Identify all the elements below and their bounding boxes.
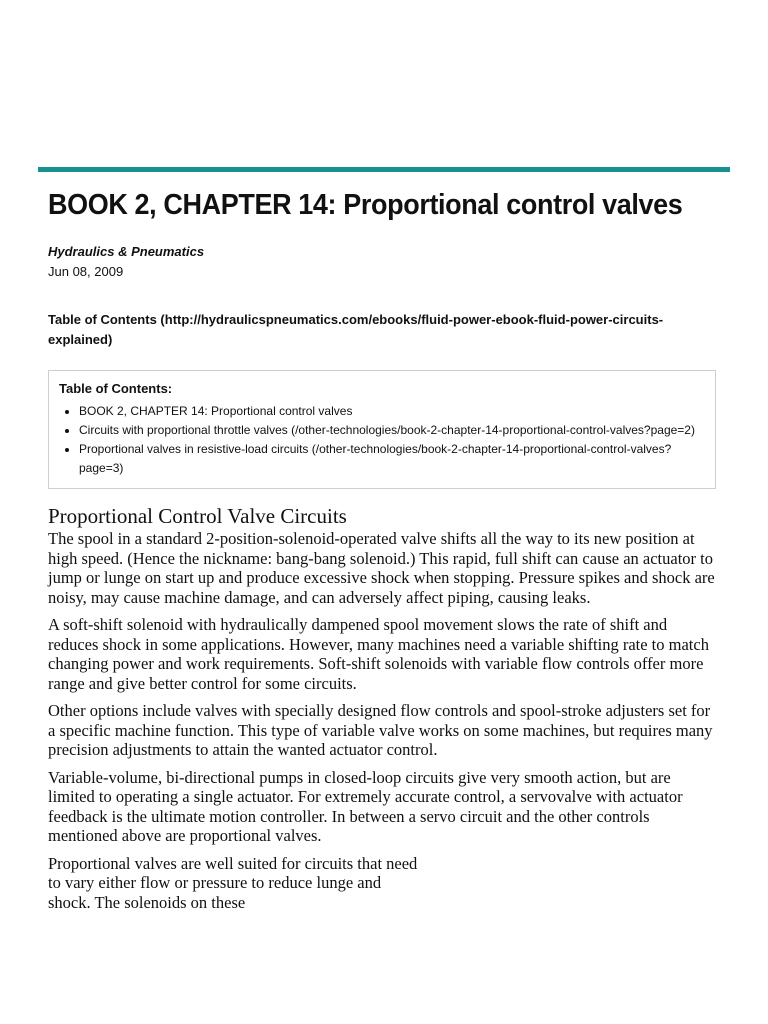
body-paragraph: Proportional valves are well suited for circuits that need to vary either flow or pressure to reduce lunge and shock. The solenoids on these [48,853,418,912]
body-paragraph: Other options include valves with specially designed flow controls and spool-stroke adjusters set for a specific machine function. This type of variable valve works on some machines, but requires many precision adjustments to attain the wanted actuator control. [48,701,713,759]
table-of-contents-box [48,370,716,489]
body-paragraph: The spool in a standard 2-position-solenoid-operated valve shifts all the way to its new position at high speed. (Hence the nickname: bang-bang solenoid.) This rapid, full shift can cause an actuator to jump or lunge on start up and produce excessive shock when stopping. Pressure spikes and shock are noisy, may cause machine damage, and can adversely affect piping, causing leaks. [48,529,715,607]
article [48,184,720,920]
article-title: BOOK 2, CHAPTER 14: Proportional control valves [48,189,683,221]
toc-item[interactable]: • Circuits with proportional throttle valves (/other-technologies/book-2-chapter-14-proportional-control-valves?page=2) [79,421,715,440]
body-paragraph: A soft-shift solenoid with hydraulically dampened spool movement slows the rate of shift and reduces shock in some applications. However, many machines need a variable shifting rate to match changing power and work requirements. Soft-shift solenoids with variable flow controls offer more range and give better control for some circuits. [48,615,709,693]
body-paragraph: Variable-volume, bi-directional pumps in closed-loop circuits give very smooth action, but are limited to operating a single actuator. For extremely accurate control, a servovalve with actuator feedback is the ultimate motion controller. In between a servo circuit and the other controls mentioned above are proportional valves. [48,767,683,845]
section-heading: Proportional Control Valve Circuits [48,504,347,528]
toc-list [59,402,715,478]
toc-heading: Table of Contents: [59,381,173,396]
article-date: Jun 08, 2009 [48,264,124,279]
table-of-contents-link[interactable]: Table of Contents (http://hydraulicspneumatics.com/ebooks/fluid-power-ebook-fluid-power-circuits-explained) [48,312,664,347]
article-publisher[interactable]: Hydraulics & Pneumatics [48,244,205,259]
toc-item[interactable]: • Proportional valves in resistive-load circuits (/other-technologies/book-2-chapter-14-proportional-control-valves?page=3) [79,440,715,478]
header-accent-rule [38,167,730,172]
toc-item[interactable]: • BOOK 2, CHAPTER 14: Proportional control valves [79,402,715,421]
